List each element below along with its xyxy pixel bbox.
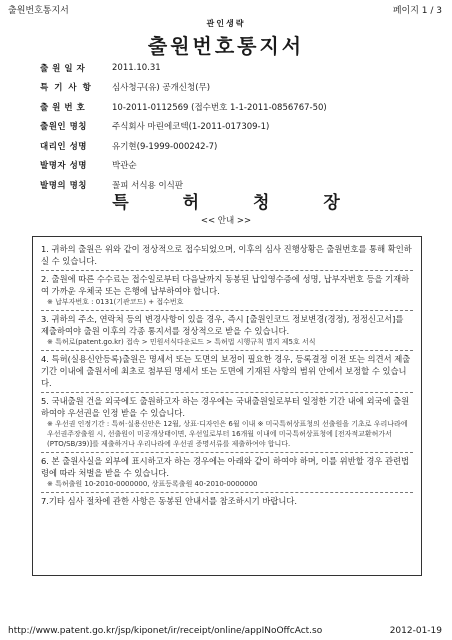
info-row <box>40 117 420 137</box>
info-row <box>40 136 420 156</box>
info-row <box>40 156 420 176</box>
notice-item <box>41 453 413 493</box>
notice-note: ※ 특허로(patent.go.kr) 접속 > 민원서식다운로드 > 특허법 시행규칙 별지 제5호 서식 <box>47 338 316 346</box>
issuer-char: 청 <box>252 193 270 213</box>
notice-item <box>41 393 413 453</box>
info-value: 심사청구(유) 공개신청(무) <box>112 83 211 94</box>
notice-text: 5. 국내출원 건을 외국에도 출원하고자 하는 경우에는 국내출원일로부터 일정한 기간 내에 외국에 출원하여야 우선권을 인정 받을 수 있습니다. <box>41 396 410 418</box>
notice-item <box>41 241 413 271</box>
issuer-title <box>0 188 452 213</box>
info-label: 출 원 일 자 <box>40 63 86 74</box>
info-row <box>40 97 420 117</box>
notice-note: ※ 납부자번호 : 0131(기관코드) + 접수번호 <box>47 298 184 306</box>
info-value: 2011.10.31 <box>112 62 161 73</box>
info-label: 출원인 명칭 <box>40 122 88 133</box>
notice-note: ※ 우선권 인정기간 : 특허·실용신안은 12월, 상표·디자인은 6월 이내 ※ 미국특허상표청의 선출원을 기초로 우리나라에 우선권주장출원 시, 선출원이 미공개상태이면, 우선일로부터 16개월 이내에 미국특허상표청에 [전자적교환허가서(PTO/SB/39)]를 제출하거나 우리나라에 우선권 증명서류를 제출하여야 합니다. <box>47 420 408 448</box>
print-date: 2012-01-19 <box>389 626 442 636</box>
notice-text: 4. 특허(실용신안등록)출원은 명세서 또는 도면의 보정이 필요한 경우, 등록결정 이전 또는 의견서 제출기간 이내에 출원서에 최초로 첨부된 명세서 또는 도면에 기재된 사항의 범위 안에서 보정할 수 있습니다. <box>41 354 411 388</box>
info-label: 특기사항 <box>40 83 97 94</box>
info-value: 박관순 <box>112 161 137 172</box>
info-row <box>40 78 420 98</box>
official-seal-omitted: 관인생략 <box>206 19 246 28</box>
info-label: 대리인 성명 <box>40 141 88 152</box>
issuer-char: 특 <box>112 193 129 213</box>
notice-text: 1. 귀하의 출원은 위와 같이 정상적으로 접수되었으며, 이후의 심사 진행상황은 출원번호를 통해 확인하실 수 있습니다. <box>41 244 412 266</box>
notice-text: 3. 귀하의 주소, 연락처 등의 변경사항이 있을 경우, 즉시 [출원인코드 정보변경(경정), 정정신고서]를 제출하여야 출원 이후의 각종 통지서를 정상적으로 받을 수 있습니다. <box>41 314 404 336</box>
browser-header-title: 출원번호통지서 <box>8 6 69 16</box>
info-value: 꼴피 서식용 이식판 <box>112 180 184 191</box>
info-label: 출 원 번 호 <box>40 102 86 113</box>
notice-item <box>41 311 413 351</box>
page-url: http://www.patent.go.kr/jsp/kiponet/ir/receipt/online/appINoOffcAct.so <box>8 626 323 636</box>
notice-item <box>41 351 413 393</box>
notice-box <box>32 236 422 576</box>
notice-item <box>41 493 413 510</box>
info-label: 발명자 성명 <box>40 161 88 172</box>
notice-text: 6. 본 출원사실을 외부에 표시하고자 하는 경우에는 아래와 같이 하여야 하며, 이를 위반할 경우 관련법령에 따라 처벌을 받을 수 있습니다. <box>41 456 410 478</box>
info-value: 10-2011-0112569 (접수번호 1-1-2011-0856767-50) <box>112 102 327 113</box>
notice-item <box>41 271 413 311</box>
application-info <box>40 58 420 195</box>
info-label: 발명의 명칭 <box>40 180 88 191</box>
info-value: 주식회사 마린에코텍(1-2011-017309-1) <box>112 122 270 133</box>
page-indicator: 페이지 1 / 3 <box>392 6 442 16</box>
issuer-char: 허 <box>182 193 200 213</box>
info-row <box>40 58 420 78</box>
info-value: 유기현(9-1999-000242-7) <box>112 141 218 152</box>
notice-text: 2. 출원에 따른 수수료는 접수일로부터 다음날까지 동봉된 납입영수증에 성명, 납부자번호 등을 기재하여 가까운 우체국 또는 은행에 납부하여야 합니다. <box>41 274 410 296</box>
notice-note: ※ 특허출원 10-2010-0000000, 상표등록출원 40-2010-0000000 <box>47 480 258 488</box>
issuer-char: 장 <box>323 193 340 213</box>
notice-text: 7.기타 심사 절차에 관한 사항은 동봉된 안내서를 참조하시기 바랍니다. <box>41 496 298 506</box>
document-title: 출원번호통지서 <box>147 34 305 58</box>
notice-heading: << 안내 >> <box>200 216 252 226</box>
